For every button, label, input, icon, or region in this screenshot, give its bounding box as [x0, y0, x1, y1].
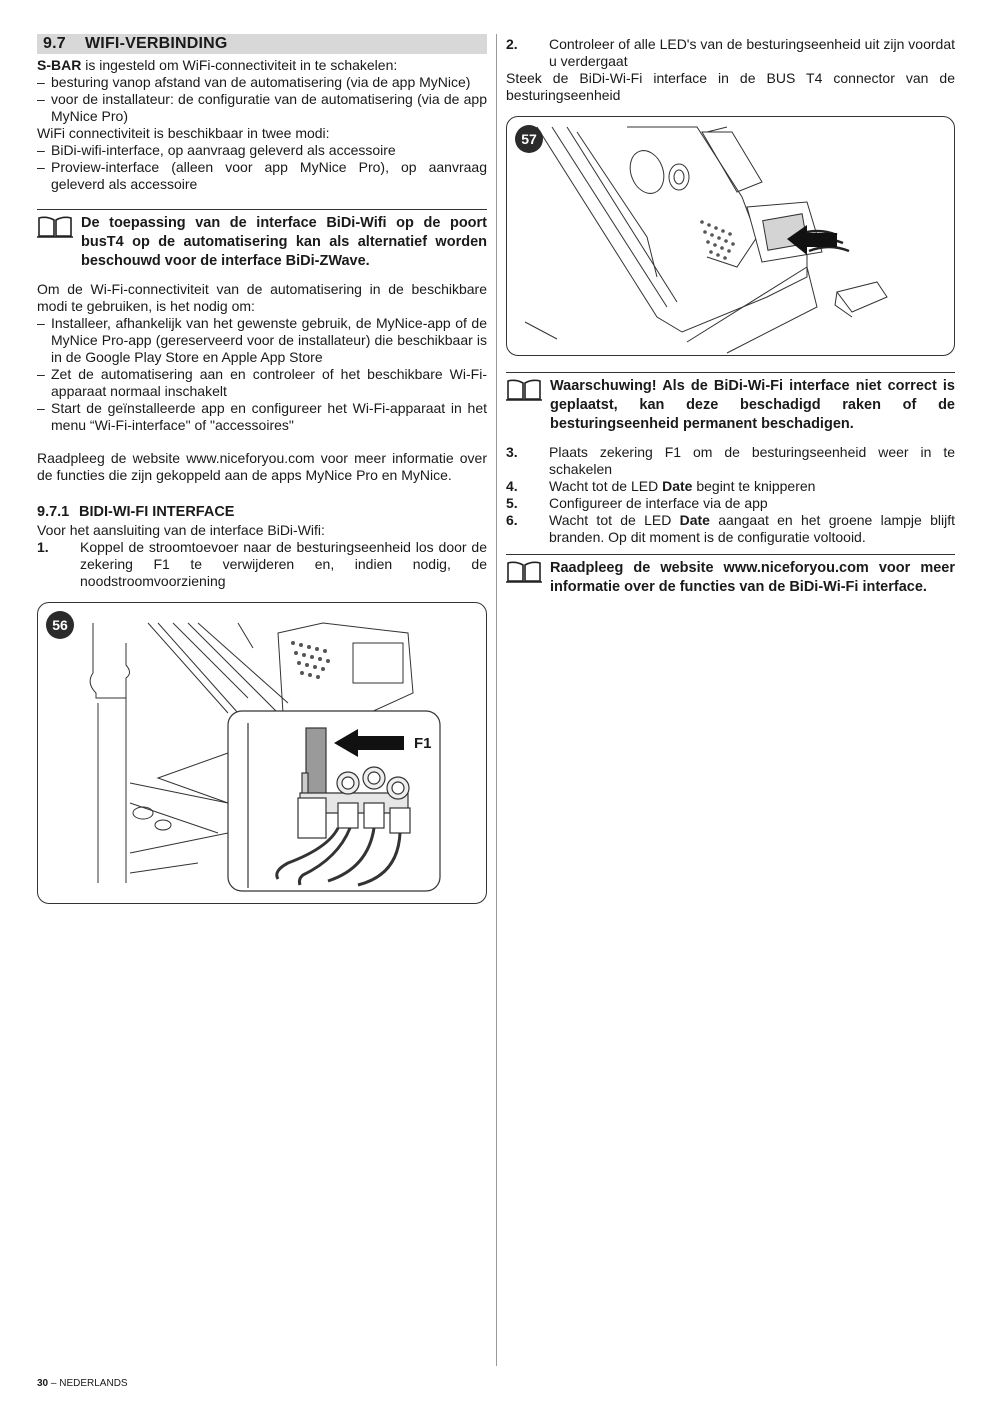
left-column — [37, 34, 487, 904]
list-item: – voor de installateur: de configuratie van de automatisering (via de app MyNice Pro) — [37, 91, 487, 125]
step-list — [506, 444, 955, 546]
subsection-number: 9.7.1 — [37, 504, 70, 520]
fuse-label: F1 — [414, 735, 432, 752]
book-icon — [37, 216, 73, 238]
info-note-box — [506, 554, 955, 597]
warning-text: Waarschuwing! Als de BiDi-Wi-Fi interface niet correct is geplaatst, kan deze beschadigd raken of de besturingseenheid permanent beschadigen. — [550, 378, 955, 432]
fuse-illustration — [38, 603, 487, 903]
info-text: Raadpleeg de website www.niceforyou.com voor meer informatie over de functies van de BiDi-Wi-Fi interface. — [550, 560, 955, 595]
list-item: – Start de geïnstalleerde app en configureer het Wi-Fi-apparaat in het menu “Wi-Fi-interface" of "accessoires" — [37, 400, 487, 434]
step-item: 6. Wacht tot de LED Date aangaat en het groene lampje blijft branden. Op dit moment is de configuratie voltooid. — [506, 512, 955, 545]
warning-note-box — [506, 372, 955, 434]
step-item: 5. Configureer de interface via de app — [506, 495, 768, 511]
figure-56 — [37, 602, 487, 904]
interface-illustration — [507, 117, 955, 355]
step-item: 1. Koppel de stroomtoevoer naar de besturingseenheid los door de zekering F1 te verwijderen en, indien nodig, de noodstroomvoorziening — [37, 539, 487, 589]
intro-paragraph: S-BAR is ingesteld om WiFi-connectiviteit in te schakelen: — [37, 57, 398, 73]
note-box — [37, 209, 487, 271]
subsection-heading — [37, 504, 487, 520]
footer-language: – NEDERLANDS — [48, 1378, 128, 1389]
figure-number-badge: 57 — [515, 125, 543, 153]
list-item: – besturing vanop afstand van de automatisering (via de app MyNice) — [37, 74, 487, 91]
list-item: – Installeer, afhankelijk van het gewenste gebruik, de MyNice-app of de MyNice Pro-app (gereserveerd voor de installateur) die beschikbaar is in de Google Play Store en Apple App Store — [37, 315, 487, 366]
book-icon — [506, 379, 542, 401]
usage-list — [37, 74, 487, 125]
subsection-title: BIDI-WI-FI INTERFACE — [79, 504, 235, 520]
page-number: 30 — [37, 1378, 49, 1389]
modes-list — [37, 142, 487, 193]
note-text: De toepassing van de interface BiDi-Wifi op de poort busT4 op de automatisering kan als alternatief worden beschouwd voor de interface BiDi-ZWave. — [81, 215, 487, 269]
connector-instruction: Steek de BiDi-Wi-Fi interface in de BUS T4 connector van de besturingseenheid — [506, 70, 955, 103]
list-item: – Proview-interface (alleen voor app MyNice Pro), op aanvraag geleverd als accessoire — [37, 159, 487, 193]
right-column — [506, 34, 955, 597]
modes-intro: WiFi connectiviteit is beschikbaar in twee modi: — [37, 125, 330, 141]
section-number: 9.7 — [43, 35, 66, 52]
website-info: Raadpleeg de website www.niceforyou.com voor meer informatie over de functies die zijn gekoppeld aan de apps MyNice Pro en MyNice. — [37, 450, 487, 483]
list-item: – Zet de automatisering aan en controleer of het beschikbare Wi-Fi-apparaat normaal inschakelt — [37, 366, 487, 400]
figure-57 — [506, 116, 955, 356]
subsection-intro: Voor het aansluiting van de interface BiDi-Wifi: — [37, 522, 325, 538]
steps-list — [37, 315, 487, 434]
column-divider — [496, 34, 497, 1366]
book-icon — [506, 561, 542, 583]
section-heading — [37, 34, 487, 54]
figure-number-badge: 56 — [46, 611, 74, 639]
step-list — [37, 539, 487, 590]
section-title: WIFI-VERBINDING — [85, 35, 228, 52]
step-list — [506, 36, 955, 70]
step-item: 4. Wacht tot de LED Date begint te knipperen — [506, 478, 816, 494]
step-item: 3. Plaats zekering F1 om de besturingseenheid weer in te schakelen — [506, 444, 955, 477]
list-item: – BiDi-wifi-interface, op aanvraag geleverd als accessoire — [37, 142, 487, 159]
usage-intro: Om de Wi-Fi-connectiviteit van de automatisering in de beschikbare modi te gebruiken, is het nodig om: — [37, 281, 487, 314]
step-item: 2. Controleer of alle LED's van de besturingseenheid uit zijn voordat u verdergaat — [506, 36, 955, 69]
page-footer — [37, 1378, 128, 1389]
product-name: S-BAR — [37, 57, 82, 73]
